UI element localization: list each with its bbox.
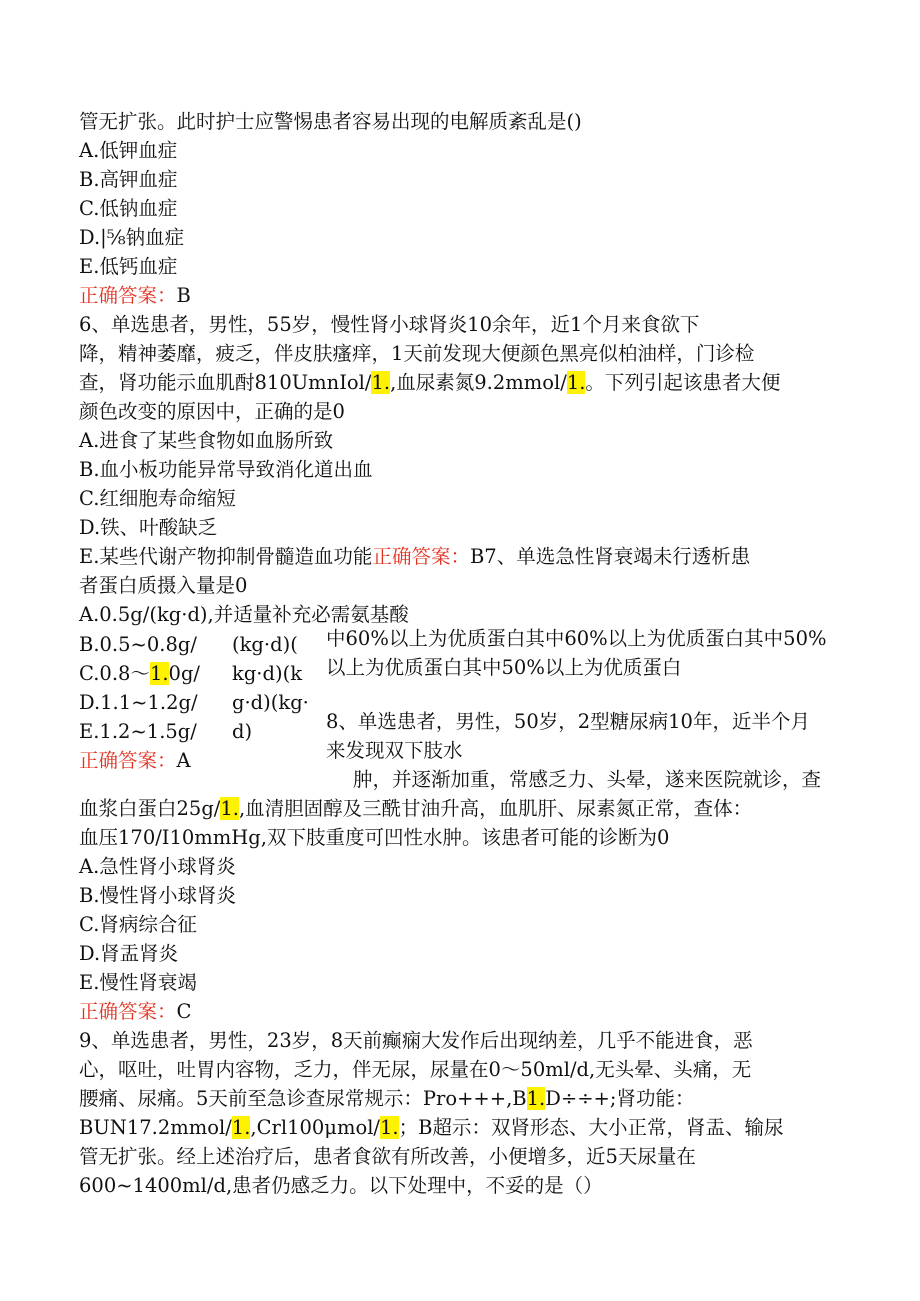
answer-value: C bbox=[176, 1000, 192, 1023]
q6-text: 查，肾功能示血肌酎810UmnIol/ bbox=[79, 371, 372, 394]
q7-text: 0g/ bbox=[168, 662, 201, 685]
q8-text: ,血清胆固醇及三酰甘油升高，血肌肝、尿素氮正常，查体： bbox=[238, 797, 753, 820]
q6-option-a: A.进食了某些食物如血肠所致 bbox=[79, 429, 334, 452]
q8-stem-line4 bbox=[79, 795, 752, 823]
answer-value: B bbox=[176, 284, 191, 307]
q9-text: 腰痛、尿痛。5天前至急诊查尿常规示：Pro+++,B bbox=[79, 1087, 527, 1110]
q9-text: D÷÷+;肾功能： bbox=[545, 1087, 695, 1110]
q6-text: 。下列引起该患者大便 bbox=[585, 371, 781, 394]
q5-option-e: E.低钙血症 bbox=[79, 255, 178, 278]
q7-answer bbox=[79, 747, 191, 775]
q9-stem-line5: 管无扩张。经上述治疗后，患者食欲有所改善，小便增多，近5天尿量在 bbox=[79, 1145, 696, 1168]
q7-option-a: A.0.5g/(kg·d),并适量补充必需氨基酸 bbox=[79, 603, 409, 626]
q7-unit-col-line3: g·d)(kg· bbox=[232, 691, 309, 714]
q7-text: C.0.8～ bbox=[79, 662, 150, 685]
q9-text: BUN17.2mmol/ bbox=[79, 1116, 232, 1139]
q7-unit-col-line4: d) bbox=[232, 720, 253, 743]
q6-option-c: C.红细胞寿命缩短 bbox=[79, 487, 236, 510]
q6-option-e: E.某些代谢产物抑制骨髓造血功能 bbox=[79, 545, 373, 568]
q7-right-col-line2: 以上为优质蛋白其中50%以上为优质蛋白 bbox=[326, 656, 682, 679]
q5-stem-tail: 管无扩张。此时护士应警惕患者容易出现的电解质紊乱是() bbox=[79, 110, 582, 133]
q9-stem-line3 bbox=[79, 1085, 694, 1113]
q8-option-c: C.肾病综合征 bbox=[79, 913, 197, 936]
q8-option-b: B.慢性肾小球肾炎 bbox=[79, 884, 237, 907]
q5-option-d: D.|⅝钠血症 bbox=[79, 226, 185, 249]
q7-right-col-line1: 中60%以上为优质蛋白其中60%以上为优质蛋白其中50% bbox=[326, 627, 827, 650]
highlight-mark: 1. bbox=[220, 797, 239, 820]
answer-tail: B7、单选急性肾衰竭未行透析患 bbox=[469, 545, 751, 568]
answer-label: 正确答案： bbox=[79, 284, 177, 307]
q8-option-e: E.慢性肾衰竭 bbox=[79, 971, 197, 994]
q5-answer bbox=[79, 282, 191, 310]
q6-option-e-with-answer bbox=[79, 543, 750, 571]
q8-text: 血浆白蛋白25g/ bbox=[79, 797, 221, 820]
q5-option-a: A.低钾血症 bbox=[79, 139, 178, 162]
q8-stem-line1: 8、单选患者，男性，50岁，2型糖尿病10年，近半个月 bbox=[326, 710, 810, 733]
q7-stem-line2: 者蛋白质摄入量是0 bbox=[79, 574, 248, 597]
q9-text: ,Crl100μmol/ bbox=[250, 1116, 380, 1139]
q8-option-d: D.肾盂肾炎 bbox=[79, 942, 179, 965]
q8-stem-line5: 血压170/I10mmHg,双下肢重度可凹性水肿。该患者可能的诊断为0 bbox=[79, 826, 670, 849]
highlight-mark: 1. bbox=[231, 1116, 251, 1139]
q6-stem-line3 bbox=[79, 369, 780, 397]
q7-option-c bbox=[79, 660, 200, 688]
q9-stem-line6: 600~1400ml/d,患者仍感乏力。以下处理中，不妥的是（） bbox=[79, 1174, 603, 1197]
highlight-mark: 1. bbox=[371, 371, 391, 394]
q7-option-e: E.1.2~1.5g/ bbox=[79, 720, 197, 743]
highlight-mark: 1. bbox=[149, 662, 169, 685]
q5-option-c: C.低钠血症 bbox=[79, 197, 178, 220]
q6-option-b: B.血小板功能异常导致消化道出血 bbox=[79, 458, 373, 481]
q7-unit-col-line2: kg·d)(k bbox=[232, 662, 303, 685]
q6-stem-line4: 颜色改变的原因中，正确的是0 bbox=[79, 400, 345, 423]
q9-stem-line1: 9、单选患者，男性，23岁，8天前癫痫大发作后出现纳差，几乎不能进食，恶 bbox=[79, 1029, 753, 1052]
q9-stem-line4 bbox=[79, 1114, 783, 1142]
q6-option-d: D.铁、叶酸缺乏 bbox=[79, 516, 218, 539]
q8-answer bbox=[79, 998, 191, 1026]
highlight-mark: 1. bbox=[566, 371, 586, 394]
q8-stem-line2: 来发现双下肢水 bbox=[326, 739, 463, 762]
answer-label: 正确答案： bbox=[372, 545, 470, 568]
q5-option-b: B.高钾血症 bbox=[79, 168, 178, 191]
highlight-mark: 1. bbox=[380, 1116, 399, 1139]
answer-label: 正确答案： bbox=[79, 749, 177, 772]
q6-stem-line2: 降，精神萎靡，疲乏，伴皮肤瘙痒，1天前发现大便颜色黑亮似柏油样，门诊检 bbox=[79, 342, 755, 365]
q6-stem-line1: 6、单选患者，男性，55岁，慢性肾小球肾炎10余年，近1个月来食欲下 bbox=[79, 313, 700, 336]
q9-text: ；B超示：双肾形态、大小正常，肾盂、输尿 bbox=[398, 1116, 784, 1139]
answer-label: 正确答案： bbox=[79, 1000, 177, 1023]
highlight-mark: 1. bbox=[526, 1087, 546, 1110]
q8-stem-line3: 肿，并逐渐加重，常感乏力、头晕，遂来医院就诊，查 bbox=[353, 768, 822, 791]
answer-value: A bbox=[176, 749, 191, 772]
q6-text: ,血尿素氮9.2mmol/ bbox=[390, 371, 567, 394]
q9-stem-line2: 心，呕吐，吐胃内容物，乏力，伴无尿，尿量在0～50ml/d,无头晕、头痛，无 bbox=[79, 1058, 752, 1081]
q7-unit-col-line1: (kg·d)( bbox=[232, 633, 298, 656]
q7-option-d: D.1.1~1.2g/ bbox=[79, 691, 198, 714]
q8-option-a: A.急性肾小球肾炎 bbox=[79, 855, 236, 878]
q7-option-b: B.0.5~0.8g/ bbox=[79, 633, 197, 656]
